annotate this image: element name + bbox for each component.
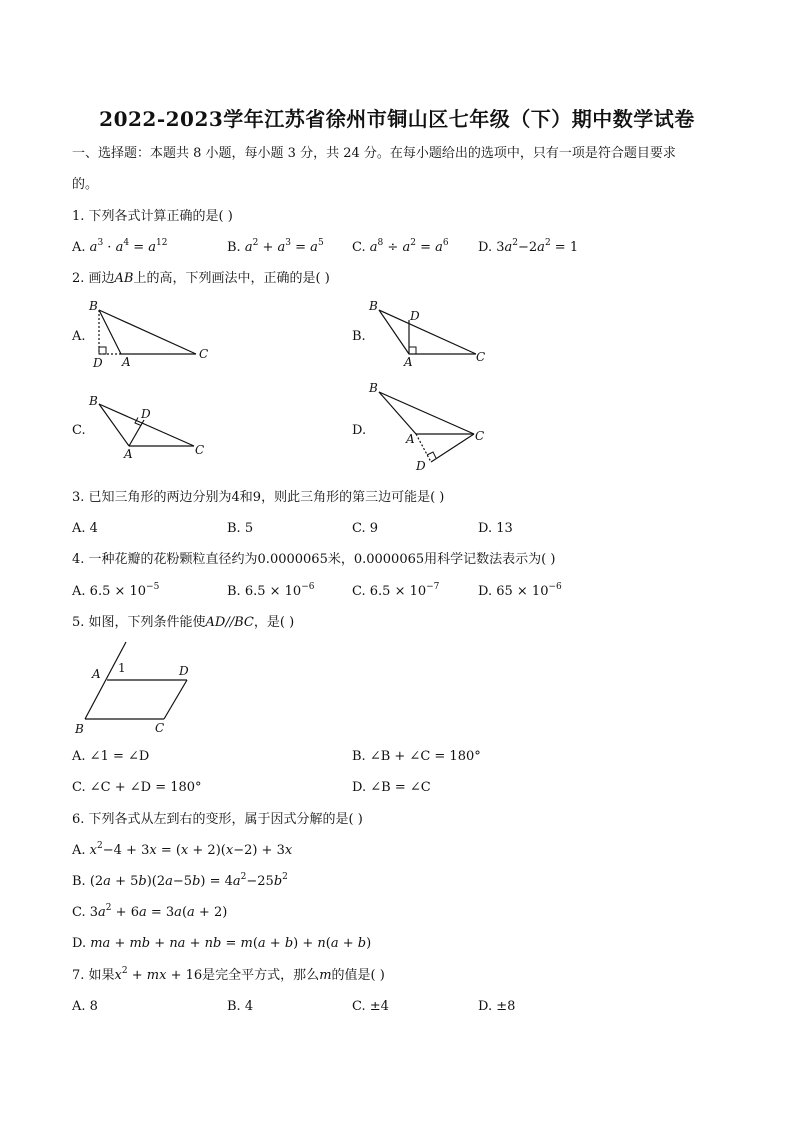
question-2-stem: 2. 画边AB上的高，下列画法中，正确的是( ) <box>72 271 330 286</box>
question-1-stem: 1. 下列各式计算正确的是( ) <box>72 209 233 224</box>
q1-option-b[interactable]: B. $a^2 + a^3 = a^5$ <box>227 238 324 255</box>
q2-option-b[interactable]: B. <box>352 329 366 344</box>
label-a: A <box>124 447 133 461</box>
question-4-stem: 4. 一种花瓣的花粉颗粒直径约为0.0000065米，0.0000065用科学记数法表示为( ) <box>72 552 556 567</box>
q3-option-d[interactable]: D. 13 <box>478 521 513 536</box>
q1-option-c[interactable]: C. $a^8 \div a^2 = a^6$ <box>352 238 449 255</box>
label-c: C <box>155 721 165 735</box>
label-d: D <box>93 356 103 370</box>
label-b: B <box>89 299 98 313</box>
label-b: B <box>369 299 378 313</box>
label-a: A <box>406 432 415 446</box>
q5-figure <box>72 640 202 738</box>
question-6-stem: 6. 下列各式从左到右的变形，属于因式分解的是( ) <box>72 812 363 827</box>
label-d: D <box>141 407 151 421</box>
question-7-stem: 7. 如果$x^2$ + mx + 16是完全平方式，那么m的值是( ) <box>72 966 385 983</box>
section-heading: 一、选择题：本题共 8 小题，每小题 3 分，共 24 分。在每小题给出的选项中，只有一项是符合题目要求 <box>72 146 676 161</box>
label-c: C <box>199 347 209 361</box>
label-c: C <box>475 429 485 443</box>
q2-figure-d <box>366 378 496 476</box>
label-a: A <box>404 355 413 369</box>
q7-option-a[interactable]: A. 8 <box>72 999 98 1014</box>
q6-option-b[interactable]: B. $(2a + 5b)(2a-5b) = 4a^2-25b^2$ <box>72 872 288 889</box>
q1-option-d[interactable]: D. $3a^2-2a^2 = 1$ <box>478 238 579 255</box>
label-b: B <box>369 381 378 395</box>
q4-option-a[interactable]: A. $6.5 \times 10^{-5}$ <box>72 582 160 599</box>
label-d: D <box>416 459 426 473</box>
q1-option-a[interactable]: A. $a^3 \cdot a^4 = a^{12}$ <box>72 238 168 255</box>
q3-option-c[interactable]: C. 9 <box>352 521 379 536</box>
q5-option-d[interactable]: D. ∠B = ∠C <box>352 780 431 795</box>
label-d: D <box>410 309 420 323</box>
q3-option-b[interactable]: B. 5 <box>227 521 254 536</box>
q2-figure-b <box>366 296 496 370</box>
option-letter: B. <box>227 240 241 255</box>
question-3-stem: 3. 已知三角形的两边分别为4和9，则此三角形的第三边可能是( ) <box>72 490 445 505</box>
label-b: B <box>89 394 98 408</box>
q5-option-b[interactable]: B. ∠B + ∠C = 180° <box>352 749 481 764</box>
q2-option-a[interactable]: A. <box>72 329 86 344</box>
q7-option-b[interactable]: B. 4 <box>227 999 254 1014</box>
label-c: C <box>195 443 205 457</box>
q5-option-a[interactable]: A. ∠1 = ∠D <box>72 749 150 764</box>
label-c: C <box>476 350 486 364</box>
option-letter: A. <box>72 240 86 255</box>
q6-option-c[interactable]: C. $3a^2 + 6a = 3a(a + 2)$ <box>72 903 228 920</box>
question-5-stem: 5. 如图，下列条件能使AD//BC，是( ) <box>72 615 295 630</box>
q6-option-a[interactable]: A. $x^2-4 + 3x = (x + 2)(x-2) + 3x$ <box>72 841 293 858</box>
page-title: 2022-2023学年江苏省徐州市铜山区七年级（下）期中数学试卷 <box>99 107 695 131</box>
q2-option-c[interactable]: C. <box>72 423 86 438</box>
q2-figure-c <box>86 390 216 464</box>
q4-option-c[interactable]: C. $6.5 \times 10^{-7}$ <box>352 582 440 599</box>
q2-option-d[interactable]: D. <box>352 423 367 438</box>
q4-option-b[interactable]: B. $6.5 \times 10^{-6}$ <box>227 582 315 599</box>
q7-option-d[interactable]: D. ±8 <box>478 999 516 1014</box>
label-d: D <box>179 664 189 678</box>
q6-option-d[interactable]: D. ma + mb + na + nb = m(a + b) + n(a + b) <box>72 936 372 951</box>
label-a: A <box>122 355 131 369</box>
label-b: B <box>75 722 84 736</box>
label-a: A <box>92 667 101 681</box>
q5-option-c[interactable]: C. ∠C + ∠D = 180° <box>72 780 202 795</box>
section-heading-cont: 的。 <box>72 177 99 192</box>
option-letter: C. <box>352 240 366 255</box>
q2-figure-a <box>86 296 216 370</box>
q7-option-c[interactable]: C. ±4 <box>352 999 389 1014</box>
label-1: 1 <box>118 661 126 675</box>
q3-option-a[interactable]: A. 4 <box>72 521 98 536</box>
q4-option-d[interactable]: D. $65 \times 10^{-6}$ <box>478 582 562 599</box>
option-letter: D. <box>478 240 493 255</box>
